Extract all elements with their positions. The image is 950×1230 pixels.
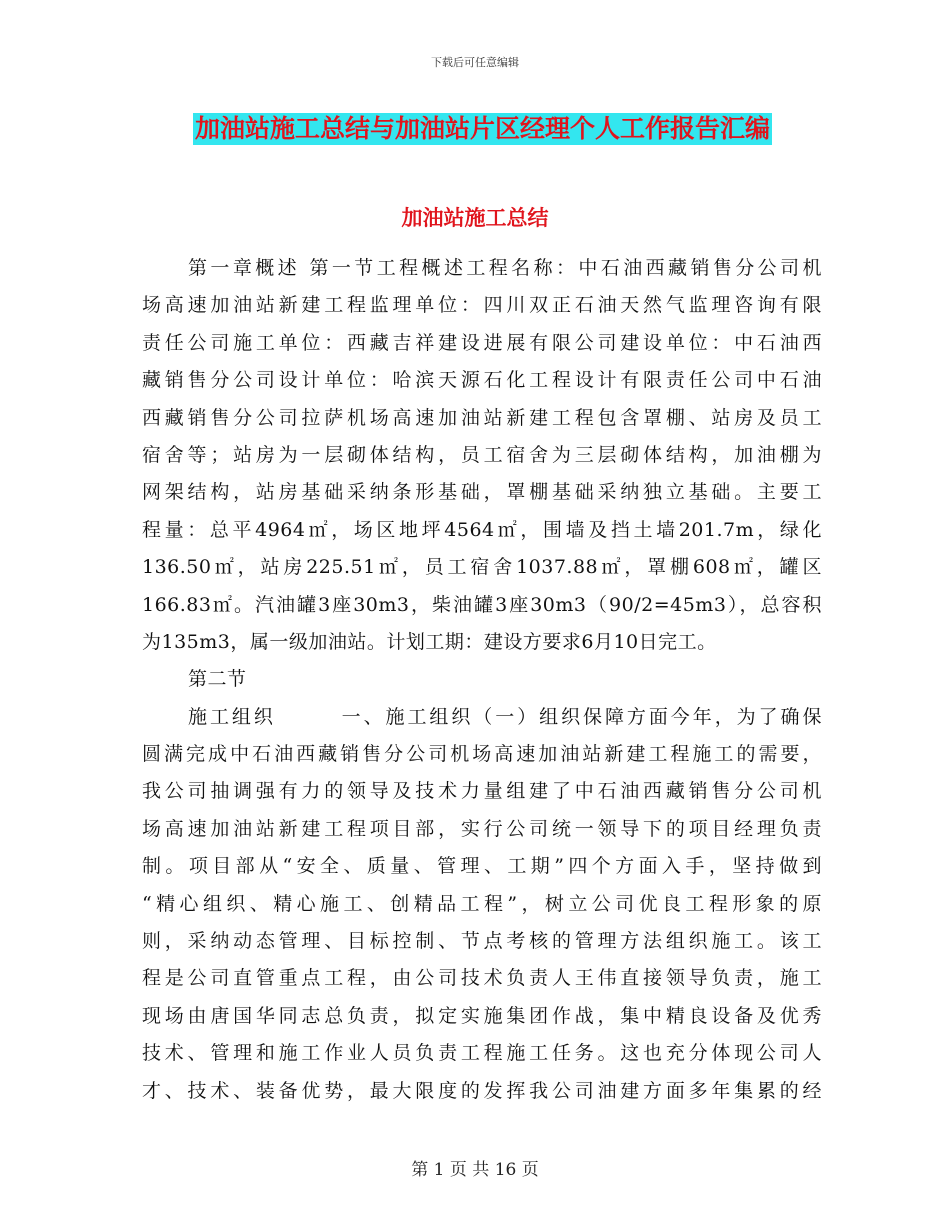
paragraph-line: 则，采纳动态管理、目标控制、节点考核的管理方法组织施工。该工 — [142, 930, 822, 953]
paragraph-line: 场高速加油站新建工程监理单位：四川双正石油天然气监理咨询有限 — [142, 294, 822, 317]
paragraph-line: 136.50㎡，站房225.51㎡，员工宿舍1037.88㎡，罩棚608㎡，罐区 — [142, 556, 822, 579]
document-title-wrap — [193, 113, 772, 145]
paragraph-line: 藏销售分公司设计单位：哈滨天源石化工程设计有限责任公司中石油 — [142, 369, 822, 392]
paragraph-line: 宿舍等；站房为一层砌体结构，员工宿舍为三层砌体结构，加油棚为 — [142, 443, 822, 466]
paragraph-line: 网架结构，站房基础采纳条形基础，罩棚基础采纳独立基础。主要工 — [142, 481, 822, 504]
header-note: 下载后可任意编辑 — [431, 56, 519, 69]
page-footer: 第 1 页 共 16 页 — [411, 1160, 539, 1180]
paragraph-line: 施工组织 一、施工组织（一）组织保障方面今年，为了确保 — [188, 705, 822, 728]
paragraph-line: 圆满完成中石油西藏销售分公司机场高速加油站新建工程施工的需要， — [142, 743, 822, 766]
section-heading: 加油站施工总结 — [401, 205, 549, 230]
paragraph-line: 制。项目部从“安全、质量、管理、工期”四个方面入手，坚持做到 — [142, 855, 822, 878]
paragraph-line: 西藏销售分公司拉萨机场高速加油站新建工程包含罩棚、站房及员工 — [142, 406, 822, 429]
paragraph-line: “精心组织、精心施工、创精品工程”，树立公司优良工程形象的原 — [142, 892, 822, 915]
paragraph-line: 责任公司施工单位：西藏吉祥建设进展有限公司建设单位：中石油西 — [142, 331, 822, 354]
paragraph-line: 为135m3，属一级加油站。计划工期：建设方要求6月10日完工。 — [142, 630, 717, 653]
paragraph-line: 我公司抽调强有力的领导及技术力量组建了中石油西藏销售分公司机 — [142, 780, 822, 803]
paragraph-line: 第一章概述 第一节工程概述工程名称：中石油西藏销售分公司机 — [188, 257, 822, 279]
paragraph-line: 现场由唐国华同志总负责，拟定实施集团作战，集中精良设备及优秀 — [142, 1004, 822, 1027]
paragraph-line: 程是公司直管重点工程，由公司技术负责人王伟直接领导负责，施工 — [142, 967, 822, 990]
document-title: 加油站施工总结与加油站片区经理个人工作报告汇编 — [195, 114, 771, 143]
paragraph-line: 166.83㎡。汽油罐3座30m3，柴油罐3座30m3（90/2=45m3），总容积 — [142, 593, 822, 616]
paragraph-line: 技术、管理和施工作业人员负责工程施工任务。这也充分体现公司人 — [142, 1042, 822, 1065]
paragraph-line: 场高速加油站新建工程项目部，实行公司统一领导下的项目经理负责 — [142, 817, 822, 840]
body-text — [142, 250, 822, 1110]
paragraph-line: 才、技术、装备优势，最大限度的发挥我公司油建方面多年集累的经 — [142, 1079, 822, 1102]
section-label: 第二节 — [188, 668, 247, 691]
paragraph-line: 程量：总平4964㎡，场区地坪4564㎡，围墙及挡土墙201.7m，绿化 — [142, 518, 822, 541]
